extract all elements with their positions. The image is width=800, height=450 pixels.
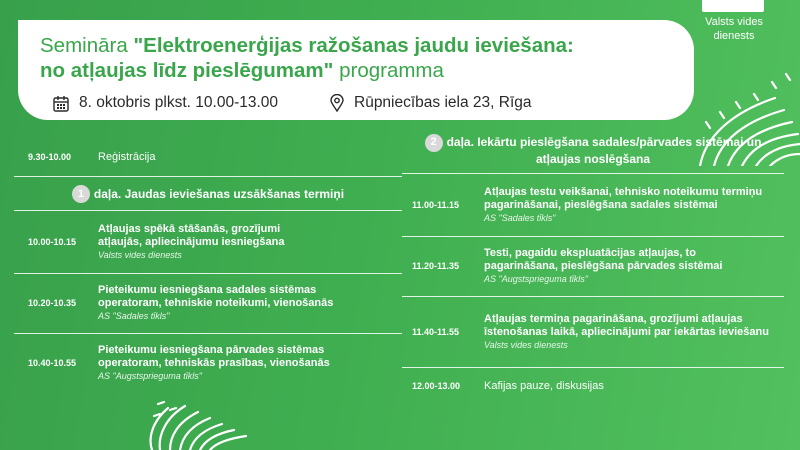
agenda-item-5 (412, 243, 782, 289)
event-place (330, 91, 532, 115)
part2-label-line1: daļa. Iekārtu pieslēgšana sadales/pārvades sistēmai un (446, 135, 762, 149)
agenda-item-time: 10.40-10.55 (28, 358, 77, 368)
agenda-item-time: 11.20-11.35 (412, 261, 460, 271)
agenda-item-time: 11.00-11.15 (412, 200, 460, 210)
agenda-item-6 (412, 303, 782, 361)
agenda-item-organization: Valsts vides dienests (484, 340, 568, 350)
divider (402, 236, 784, 237)
agenda-item-4 (412, 180, 782, 230)
coffee-row (412, 377, 782, 395)
divider (402, 367, 784, 368)
agenda-item-time: 10.00-10.15 (28, 237, 77, 247)
part2-heading (400, 134, 786, 166)
agenda-item-organization: AS "Augstsprieguma tīkls" (98, 371, 202, 381)
divider (402, 296, 784, 297)
logo-text-line2: dienests (713, 30, 755, 42)
coffee-time: 12.00-13.00 (412, 381, 461, 391)
divider (14, 176, 402, 177)
title-prefix: Semināra (40, 34, 134, 57)
agenda-item-title: Atļaujas testu veikšanai, tehnisko noteikumu termiņu pagarināšanai, pieslēgšana sadales sistēmai (484, 186, 763, 211)
divider (14, 210, 402, 211)
logo-text-line1: Valsts vides (705, 16, 763, 28)
agenda-item-title: Testi, pagaidu ekspluatācijas atļaujas, to pagarināšana, pieslēgšana pārvades sistēmai (484, 247, 723, 272)
part1-number-badge: 1 (72, 185, 90, 203)
event-date-text: 8. oktobris plkst. 10.00-13.00 (79, 94, 279, 111)
agenda-item-time: 10.20-10.35 (28, 298, 77, 308)
agenda-item-title: Pieteikumu iesniegšana sadales sistēmas operatoram, tehniskie noteikumi, vienošanās (98, 284, 334, 309)
part1-heading (14, 183, 402, 205)
title-bold-line2: no atļaujas līdz pieslēgumam" (40, 59, 334, 82)
part1-label: daļa. Jaudas ieviešanas uzsākšanas termiņi (93, 186, 345, 201)
agenda-item-organization: AS "Augstsprieguma tīkls" (484, 274, 588, 284)
event-place-text: Rūpniecības iela 23, Rīga (354, 94, 532, 111)
agenda-item-2 (28, 280, 388, 326)
agenda-item-organization: AS "Sadales tīkls" (98, 311, 170, 321)
agenda-item-title: Atļaujas spēkā stāšanās, grozījumi atļaujās, apliecinājumu iesniegšana (98, 223, 285, 248)
location-pin-icon (330, 94, 344, 112)
registration-row (28, 148, 388, 166)
divider (14, 273, 402, 274)
part2-number-badge: 2 (425, 134, 443, 152)
agenda-item-title: Atļaujas termiņa pagarināšana, grozījumi atļaujas īstenošanas laikā, apliecinājumi par iekārtas ieviešanu (484, 313, 769, 338)
agenda-item-organization: Valsts vides dienests (98, 250, 182, 260)
page-title (40, 33, 690, 83)
agenda-item-time: 11.40-11.55 (412, 327, 460, 337)
agenda-item-3 (28, 340, 388, 386)
registration-time: 9.30-10.00 (28, 152, 72, 162)
title-bold-line1: "Elektroenerģijas ražošanas jaudu ieviešana: (133, 34, 574, 57)
agenda-item-organization: AS "Sadales tīkls" (484, 213, 556, 223)
part2-label-line2: atļaujas noslēgšana (535, 151, 651, 166)
logo-mark (702, 0, 764, 12)
coffee-text: Kafijas pauze, diskusijas (484, 379, 604, 392)
agenda-item-1 (28, 218, 388, 266)
title-suffix: programma (333, 59, 444, 82)
header-card (18, 20, 694, 120)
decorative-swirl-bottom-left (130, 396, 250, 450)
logo-text (686, 15, 782, 43)
agenda-item-title: Pieteikumu iesniegšana pārvades sistēmas operatoram, tehniskās prasības, vienošanās (98, 344, 330, 369)
divider (402, 173, 784, 174)
registration-text: Reģistrācija (98, 150, 156, 163)
event-date (53, 91, 278, 115)
divider (14, 333, 402, 334)
calendar-icon (53, 95, 69, 112)
